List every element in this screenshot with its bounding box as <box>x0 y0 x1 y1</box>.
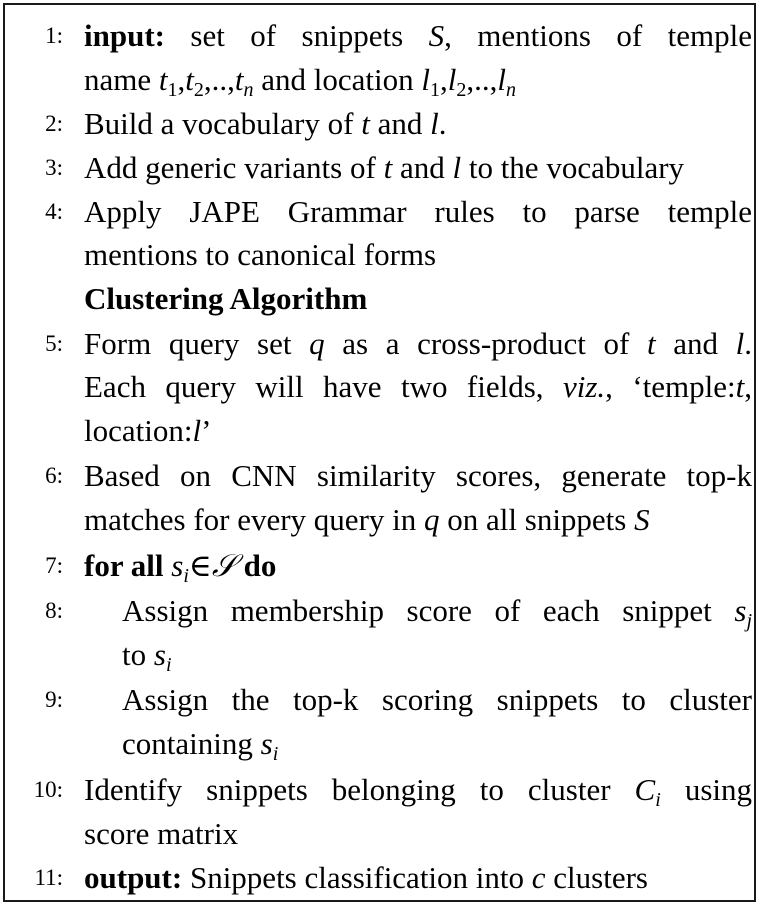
step-9-line-2: containing $s_i$ <box>122 726 279 765</box>
step-10-line-2: score matrix <box>84 816 239 851</box>
step-9-line-1: Assign the top-k scoring snippets to cluster <box>122 682 752 717</box>
line-number: 6: <box>45 463 63 488</box>
step-1-line-2: name $t1,t2,..,t_n$ and location $l1,l2,..,l_n$ <box>84 62 517 101</box>
step-4-line-1: Apply JAPE Grammar rules to parse temple <box>84 194 752 229</box>
line-number: 5: <box>45 331 63 356</box>
keyword-input: input: <box>84 18 165 53</box>
keyword-for-all: for all <box>84 548 164 583</box>
step-5-line-3: location:l’ <box>84 413 212 448</box>
step-4-line-2: mentions to canonical forms <box>84 237 437 272</box>
line-number: 2: <box>45 111 63 136</box>
keyword-output: output: <box>84 860 183 895</box>
step-5-line-2: Each query will have two fields, viz., ‘temple:t, <box>84 369 753 404</box>
line-number: 11: <box>34 865 63 890</box>
line-number: 3: <box>45 155 63 180</box>
line-number: 4: <box>45 199 63 224</box>
step-11: output: Snippets classification into c clusters <box>84 860 648 895</box>
step-8-line-2: to $s_i$ <box>122 637 172 676</box>
line-number: 1: <box>45 23 63 48</box>
line-number: 9: <box>45 687 63 712</box>
step-1-line-1: input: set of snippets S, mentions of temple <box>84 18 753 53</box>
step-10-line-1: Identify snippets belonging to cluster $C_i$ using <box>84 772 752 811</box>
line-number: 7: <box>45 553 63 578</box>
keyword-do: do <box>243 548 277 583</box>
step-7: for all $s_i\in 𝒮$ do <box>84 548 277 587</box>
step-6-line-2: matches for every query in q on all snippets S <box>84 502 650 537</box>
step-5-line-1: Form query set q as a cross-product of t and l. <box>84 326 753 361</box>
algorithm-box <box>3 3 756 902</box>
step-6-line-1: Based on CNN similarity scores, generate top-k <box>84 458 752 493</box>
line-number: 8: <box>45 598 63 623</box>
step-2: Build a vocabulary of t and l. <box>84 106 447 141</box>
step-8-line-1: Assign membership score of each snippet $s_j$ <box>122 593 752 632</box>
section-heading: Clustering Algorithm <box>84 281 368 316</box>
line-number: 10: <box>33 777 63 802</box>
step-3: Add generic variants of t and l to the vocabulary <box>84 150 685 185</box>
